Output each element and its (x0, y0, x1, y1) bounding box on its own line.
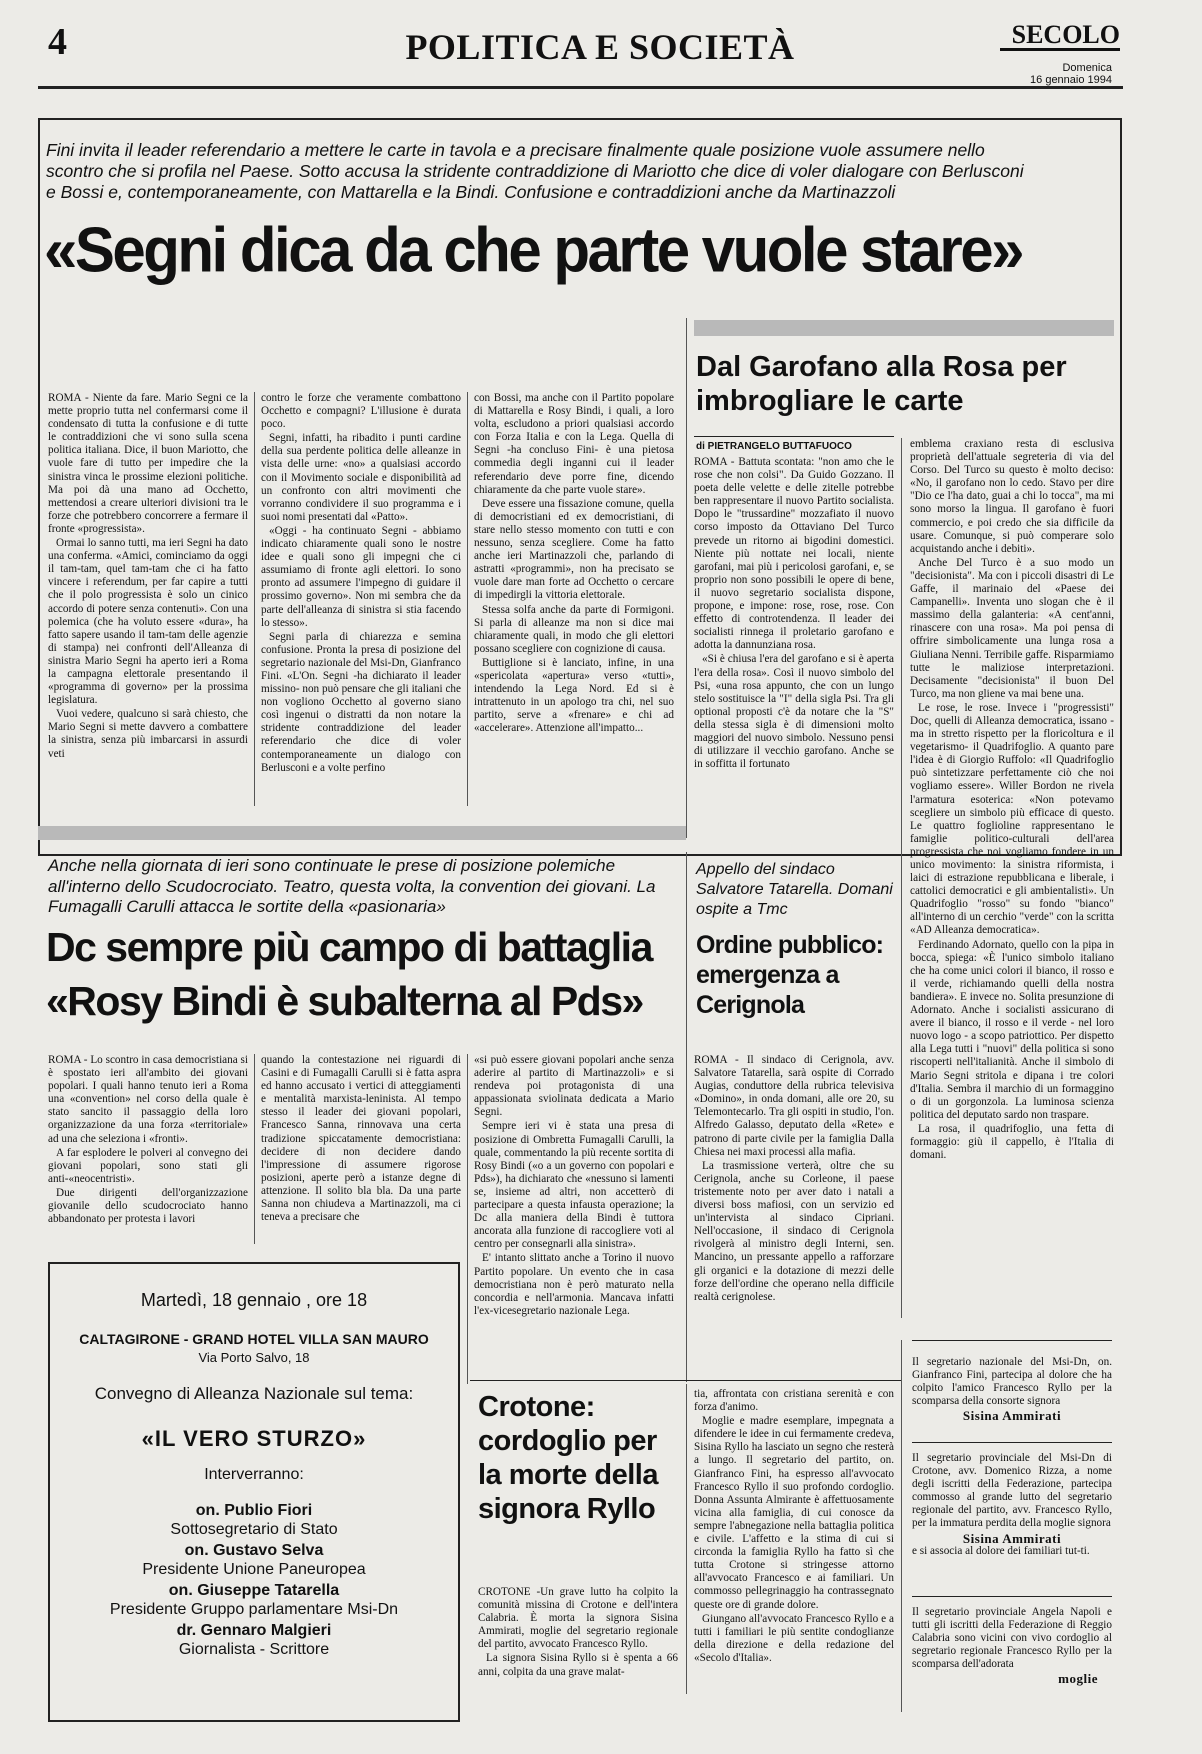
column-divider (467, 1054, 468, 1384)
notice-name: Sisina Ammirati (962, 1408, 1062, 1424)
column-divider (254, 1054, 255, 1244)
column-divider (686, 852, 687, 1382)
story4-paragraph: La trasmissione verterà, oltre che su Cerignola, anche su Corleone, il paese tristemente noto per aver dato i natali a diversi boss mafiosi, con un servizio ed un'intervista al sindaco Cipriani. Nell'occasione, il sindaco di Cerignola rivolgerà al ministro degli Interni, sen. Mancino, un pressante appello a rafforzare gli organici e la dotazione di mezzi delle forze dell'ordine che operano nella difficile realtà cerignolese. (694, 1159, 894, 1303)
masthead: SECOLO (1000, 22, 1120, 51)
column-divider (254, 392, 255, 806)
story4-body (694, 1054, 894, 1384)
story3-paragraph: Due dirigenti dell'organizzazione giovanile dello scudocrociato hanno abbandonato per protesta i lavori (48, 1186, 248, 1226)
story3-paragraph: ROMA - Lo scontro in casa democristiana si è spostato ieri all'ambito dei giovani popolari. I quali hanno tenuto ieri a Roma una «convention» nel corso della quale è stato sancito il passaggio della loro organizzazione da una forza «territoriale» ad una che seleziona i «fronti». (48, 1054, 248, 1145)
story2-paragraph: Ferdinando Adornato, quello con la pipa in bocca, spiega: «È l'unico simbolo italiano che ha come unici colori il bianco, il rosso e il verde, richiamando quelli della nostra bandiera». E invece no. Solita presunzione di Adornato. Anche i socialisti assicurano di avere il bianco, il rosso e il verde - nel loro nuovo logo - a scopo patriottico. Per dispetto alla Lega tutti i "nuovi" della politica si sono riscoperti nell'italianità. Anche il simbolo di Mario Segni stritola e dipana i tre colori d'Italia. Sembra il marchio di un formaggino o di un gorgonzola. La luminosa scienza politica del deputato sardo non traspare. (910, 938, 1114, 1121)
notice-3 (912, 1606, 1112, 1712)
story2-column-1 (694, 456, 894, 812)
story3-column-3 (474, 1054, 674, 1384)
issue-date: 16 gennaio 1994 (1030, 74, 1112, 86)
story1-column-1 (48, 392, 248, 806)
speaker-name: on. Giuseppe Tatarella (168, 1582, 340, 1599)
story3-paragraph: E' intanto slittato anche a Torino il nuovo Partito popolare. Un evento che in casa democristiana non è però maturato nella concordia e nell'armonia. Mancava infatti l'ex-vicesegretario nazionale Lega. (474, 1252, 674, 1317)
story1-paragraph: «Oggi - ha continuato Segni - abbiamo indicato chiaramente quali sono le nostre idee e quali sono gli impegni che ci assumiamo di fronte agli elettori. Io sono pronto ad assumere l'impegno di guidare il prossimo governo». Non mi sembra che da parte dell'alleanza di sinistra si stia facendo lo stesso». (261, 524, 461, 629)
story2-paragraph: emblema craxiano resta di esclusiva proprietà dell'attuale segreteria di via del Corso. Del Turco su questo è molto deciso: «No, il garofano non lo cedo. Stavo per dire "Dio ce l'ha dato, guai a chi lo tocca", ma mi sono morso la lingua. Il garofano è fuori commercio, e poi credo che sia difficile da usare. Comunque, si può comperare solo acquistando anche i debiti». (910, 438, 1114, 555)
speaker-name: on. Gustavo Selva (184, 1542, 324, 1559)
column-divider (901, 438, 902, 1318)
column-divider (686, 1384, 687, 1694)
story5-paragraph: tia, affrontata con cristiana serenità e con forza d'animo. (694, 1388, 894, 1414)
story5-paragraph: CROTONE -Un grave lutto ha colpito la comunità missina di Crotone e dell'intera Calabria. È morta la signora Sisina Ammirati, moglie del segretario regionale del partito, avvocato Francesco Ryllo. (478, 1586, 678, 1651)
notice-rule (912, 1596, 1112, 1597)
story5-top-rule (470, 1380, 902, 1381)
story5-column-2 (694, 1388, 894, 1698)
story3-paragraph: «si può essere giovani popolari anche senza aderire al partito di Martinazzoli» e si rendeva poi protagonista di una appassionata sviolinata dedicata a Mario Segni. (474, 1054, 674, 1119)
notice-rule (912, 1442, 1112, 1443)
story5-headline: Crotone: cordoglio per la morte della signora Ryllo (478, 1391, 658, 1525)
story5-paragraph: La signora Sisina Ryllo si è spenta a 66 anni, colpita da una grave malat- (478, 1652, 678, 1678)
story1-paragraph: Segni, infatti, ha ribadito i punti cardine della sua perdente politica delle alleanze in vista delle urne: «no» a qualsiasi accordo con il Movimento sociale e disponibilità ad un confronto con altri movimenti che vorranno condividere il suo programma e i suoi nomi presentati dal «Patto». (261, 432, 461, 523)
story1-summary: Fini invita il leader referendario a mettere le carte in tavola e a precisare finalmente quale posizione vuole assumere nello scontro che si profila nel Paese. Sotto accusa la stridente contraddizione di Mariotto che dice di voler dialogare con Berlusconi e Bossi e, contemporaneamente, con Mattarella e la Bindi. Confusione e contraddizioni anche da Martinazzoli (46, 140, 1024, 202)
story3-headline-1: Dc sempre più campo di battaglia (46, 924, 652, 970)
story2-byline: di PIETRANGELO BUTTAFUOCO (696, 441, 852, 452)
speaker-role: Giornalista - Scrittore (178, 1641, 330, 1658)
story1-paragraph: Segni parla di chiarezza e semina confusione. Pronta la presa di posizione del segretario nazionale del Msi-Dn, Gianfranco Fini. «L'On. Segni -ha dichiarato il leader missino- non può pensare che gli italiani che non vogliono Occhetto al governo siano così ingenui o distratti da non notare la stridente contraddizione del leader referendario che dice di voler contemporaneamente un dialogo con Berlusconi e a volte perfino (261, 630, 461, 774)
story2-gray-band (694, 320, 1114, 336)
speaker-role: Presidente Unione Paneuropea (142, 1561, 366, 1578)
story2-paragraph: «Si è chiusa l'era del garofano e si è aperta l'era della rosa». Così il nuovo simbolo del Psi, «una rosa appunto, che con un lungo stelo sostituisce la "I" della sigla Psi. Tra gli optional proposti c'è da notare che la "S" della stessa sigla è di dimensioni molto maggiori del nuovo simbolo. Nessuno pensi di utilizzare il vecchio garofano. Anche se in soffitta il fortunato (694, 653, 894, 771)
story3-paragraph: Sempre ieri vi è stata una presa di posizione di Ombretta Fumagalli Carulli, la quale, commentando la più recente sortita di Rosy Bindi («o a un governo con popolari e Pds»), ha dichiarato che «nessuno si lamenti se, insieme ad altri, non accetterò di partecipare a questa infausta operazione; la Dc alla maniera della Bindi è tuttora ancorata alla funzione di raccogliere voti al centro per consegnarli alla sinistra». (474, 1120, 674, 1251)
story2-paragraph: ROMA - Battuta scontata: "non amo che le rose che non colsi". Da Guido Gozzano. Il poeta delle velette e delle zitelle potrebbe ben rappresentare il nuovo Partito socialista. Dopo le "trussardine" mozzafiato il nuovo corso imposto da Ottaviano Del Turco prevede un ritorno ai bigodini domestici. Niente più nottate nei locali, niente garofani, mai più i pericolosi garofani, e, se proprio non sono possibili le opere di bene, il nuovo segretario socialista dispone, propone, e impone: rose, rose, rose. Con effetto di controtendenza. Il leader dei socialisti rinnega il proletario garofano e adotta la dannunziana rosa. (694, 456, 894, 652)
page-number: 4 (48, 21, 67, 63)
notice-2 (912, 1452, 1112, 1594)
story4-paragraph: ROMA - Il sindaco di Cerignola, avv. Salvatore Tatarella, sarà ospite di Corrado Augias, conduttore della rubrica televisiva «Domino», in onda domani, alle ore 20, su Telemontecarlo. Tra gli ospiti in studio, l'on. Alfredo Galasso, deputato della «Rete» e patrono di parte civile per la famiglia Dalla Chiesa nei maxi processi alla mafia. (694, 1054, 894, 1158)
notice-tail: e si associa al dolore dei familiari tut-ti. (912, 1544, 1090, 1557)
notice-text: Il segretario nazionale del Msi-Dn, on. Gianfranco Fini, partecipa al dolore che ha colpito l'amico Francesco Ryllo per la scomparsa della consorte signora (912, 1356, 1112, 1408)
story2-headline: Dal Garofano alla Rosa per imbrogliare le carte (696, 351, 1067, 417)
story1-paragraph: con Bossi, ma anche con il Partito popolare di Mattarella e Rosy Bindi, i quali, a loro volta, escludono a priori qualsiasi accordo con Forza Italia e con la Lega. Quella di Segni -ha concluso Fini- è una pietosa commedia degli inganni cui il leader referendario deve porre fine, dicendo chiaramente da che parte vuole stare». (474, 392, 674, 496)
story5-paragraph: Moglie e madre esemplare, impegnata a difendere le idee in cui fermamente credeva, Sisina Ryllo ha lasciato un segno che resterà a lungo. Il segretario del partito, on. Gianfranco Fini, ha espresso all'avvocato Francesco Ryllo il suo profondo cordoglio. Donna Assunta Almirante è affettuosamente vicina alla famiglia, di cui conosce da sempre l'abnegazione nella battaglia politica e civile. L'affetto e la stima di cui si circonda la famiglia Ryllo ha fatto sì che tutta Crotone si stringesse attorno all'avvocato Francesco e ai familiari. Un commosso pellegrinaggio ha contrassegnato queste ore di grande dolore. (694, 1415, 894, 1611)
speaker-name: on. Publio Fiori (195, 1502, 313, 1519)
event-convegno: Convegno di Alleanza Nazionale sul tema: (94, 1384, 414, 1403)
story1-paragraph: ROMA - Niente da fare. Mario Segni ce la mette proprio tutta nel confermarsi come il condensato di tutta la confusione e di tutte le contraddizioni che vi sono sulla scena politica italiana. Dice, il buon Mariotto, che vuole fare di tutto per impedire che la sinistra vinca le prossime elezioni politiche. Ma poi dà una mano ad Occhetto, mettendosi a creare ulteriori divisioni tra le forze che potrebbero concorrere a fermare il fronte «progressista». (48, 392, 248, 535)
story3-summary: Anche nella giornata di ieri sono continuate le prese di posizione polemiche all'interno dello Scudocrociato. Teatro, questa volta, la convention dei giovani. La Fumagalli Carulli attacca le sortite della «pasionaria» (48, 856, 656, 916)
event-venue: CALTAGIRONE - GRAND HOTEL VILLA SAN MAURO (79, 1331, 429, 1347)
story3-column-2 (261, 1054, 461, 1248)
story4-headline: Ordine pubblico: emergenza a Cerignola (696, 931, 884, 1019)
notice-text: Il segretario provinciale Angela Napoli e tutti gli iscritti della Federazione di Reggio Calabria sono vicini con vivo cordoglio al segretario regionale Francesco Ryllo per la scomparsa dell'adorata (912, 1606, 1112, 1671)
story2-headline-rule (694, 436, 894, 437)
story3-column-1 (48, 1054, 248, 1248)
event-address: Via Porto Salvo, 18 (198, 1350, 310, 1365)
header-rule (38, 86, 1123, 89)
story1-paragraph: contro le forze che veramente combattono Occhetto e compagni? L'illusione è durata poco. (261, 392, 461, 431)
story1-paragraph: Stessa solfa anche da parte di Formigoni. Si parla di alleanze ma non si dice mai chiaramente quali, in modo che gli elettori possano scegliere con cognizione di causa. (474, 603, 674, 655)
story1-column-3 (474, 392, 674, 806)
notice-name: Sisina Ammirati (962, 1530, 1062, 1546)
story2-paragraph: La rosa, il quadrifoglio, una fetta di formaggio: giù il cappello, è l'Italia di domani. (910, 1122, 1114, 1162)
story1-paragraph: Vuoi vedere, qualcuno si sarà chiesto, che Mario Segni si mette davvero a combattere la sinistra, senza più imbarcarsi in assurdi veti (48, 708, 248, 760)
speaker-role: Presidente Gruppo parlamentare Msi-Dn (109, 1601, 399, 1618)
story2-paragraph: Le rose, le rose. Invece i "progressisti" Doc, quelli di Alleanza democratica, issano -ma in stretto rispetto per la floricoltura e il vegetarismo- il Quadrifoglio. A quanto pare l'idea è di Giorgio Ruffolo: «Il Quadrifoglio può sintetizzare perfettamente ciò che noi vogliamo essere». Willer Bordon ne rivela l'armatura esoterica: «Non potevamo scegliere un simbolo più efficace di questo. Le quattro foglioline rappresentano le famiglie politico-culturali dell'area progressista che noi vogliamo fondere in un unico movimento: la sinistra riformista, i laici di estrazione repubblicana e liberale, i cattolici democratici e gli ambientalisti». Un Quadrifoglio "rosso" su fondo "bianco" all'interno di un cerchio "verde" con la scritta «AD Alleanza democratica». (910, 701, 1114, 937)
story1-column-2 (261, 392, 461, 806)
notice-text: Il segretario provinciale del Msi-Dn di Crotone, avv. Domenico Rizza, a nome degli iscritti della Federazione, partecipa commosso al grande lutto del segretario regionale del partito, avv. Francesco Ryllo, per la immatura perdita della moglie signora (912, 1452, 1112, 1530)
story3-gray-band (38, 826, 686, 840)
story2-paragraph: Anche Del Turco è a suo modo un "decisionista". Ma con i piccoli disastri di Le Gaffe, il marinaio del «Paese dei Campanelli». Inventa uno slogan che è il massimo della galanteria: «A cent'anni, rinascere con una rosa». Ma poi pensa di offrire simbolicamente una lunga rosa a Giuliana Nenni. Terribile gaffe. Risparmiamo tutte le maliziose interpretazioni. Decisamente "decisionista" il buon Del Turco, ma non gliene va mai bene una. (910, 556, 1114, 700)
issue-day: Domenica (1062, 62, 1112, 74)
story1-paragraph: Buttiglione si è lanciato, infine, in una «spericolata «apertura» verso «tutti», intendendo la Lega Nord. Ed si è intrattenuto in un apologo tra chi, nel suo partito, serve a «frenare» e chi ad «accelerare». Attenzione all'impatto... (474, 656, 674, 735)
notice-name: moglie (1058, 1671, 1098, 1687)
story4-summary: Appello del sindaco Salvatore Tatarella. Domani ospite a Tmc (696, 861, 893, 918)
story1-paragraph: Deve essere una fissazione comune, quella di democristiani ed ex democristiani, di stare nello stesso momento con tutti e con nessuno, senza scegliere. Come ha fatto anche ieri Martinazzoli che, parlando di astratti «programmi», non ha precisato se vuole dare man forte ad Occhetto o cercare di impedirgli la vittoria elettorale. (474, 497, 674, 602)
story3-paragraph: quando la contestazione nei riguardi di Casini e di Fumagalli Carulli si è fatta aspra ed hanno accusato i vertici di atteggiamenti e mentalità marxista-leninista. Al tempo stesso il leader dei giovani popolari, Francesco Sanna, rinnovava una certa tradizione spiccatamente democristiana: decidere di non decidere dando l'impressione di assumere rigorose posizioni, aperte però a istanze degne di attenzione. Il solito bla bla. Da una parte Sanna non chiudeva a Martinazzoli, ma ci teneva a precisare che (261, 1054, 461, 1224)
event-theme: «IL VERO STURZO» (141, 1426, 367, 1451)
event-date: Martedì, 18 gennaio , ore 18 (140, 1290, 368, 1310)
story5-column-1 (478, 1586, 678, 1696)
story3-headline-2: «Rosy Bindi è subalterna al Pds» (46, 978, 643, 1024)
notice-rule (912, 1340, 1112, 1341)
event-speakers-label: Interverranno: (204, 1466, 304, 1483)
speaker-name: dr. Gennaro Malgieri (176, 1622, 332, 1639)
section-title: POLITICA E SOCIETÀ (405, 27, 795, 67)
speaker-role: Sottosegretario di Stato (170, 1521, 338, 1538)
story2-column-2 (910, 438, 1114, 1336)
story5-paragraph: Giungano all'avvocato Francesco Ryllo e a tutti i familiari le più sentite condoglianze della direzione e della redazione del «Secolo d'Italia». (694, 1612, 894, 1664)
story3-paragraph: A far esplodere le polveri al convegno dei giovani popolari, sono stati gli anti-«neocentristi». (48, 1146, 248, 1185)
story1-paragraph: Ormai lo sanno tutti, ma ieri Segni ha dato una conferma. «Amici, cominciamo da oggi il tam-tam, quel tam-tam che ci ha fatto vincere i referendum, per far capire a tutti che il polo progressista è solo un cinico accordo di potere senza contenuti». Con una polemica (che ha voluto essere «dura», ha fatto sapere usando il tam-tam delle agenzie di stampa) nei confronti dell'Alleanza di sinistra Mario Segni ha aperto ieri a Roma la campagna elettorale presentando il «programma di governo» per la prossima legislatura. (48, 537, 248, 707)
column-divider (467, 392, 468, 806)
column-divider (901, 1340, 902, 1712)
column-divider (686, 318, 687, 838)
notice-1 (912, 1356, 1112, 1438)
story1-headline: «Segni dica da che parte vuole stare» (44, 215, 1022, 286)
